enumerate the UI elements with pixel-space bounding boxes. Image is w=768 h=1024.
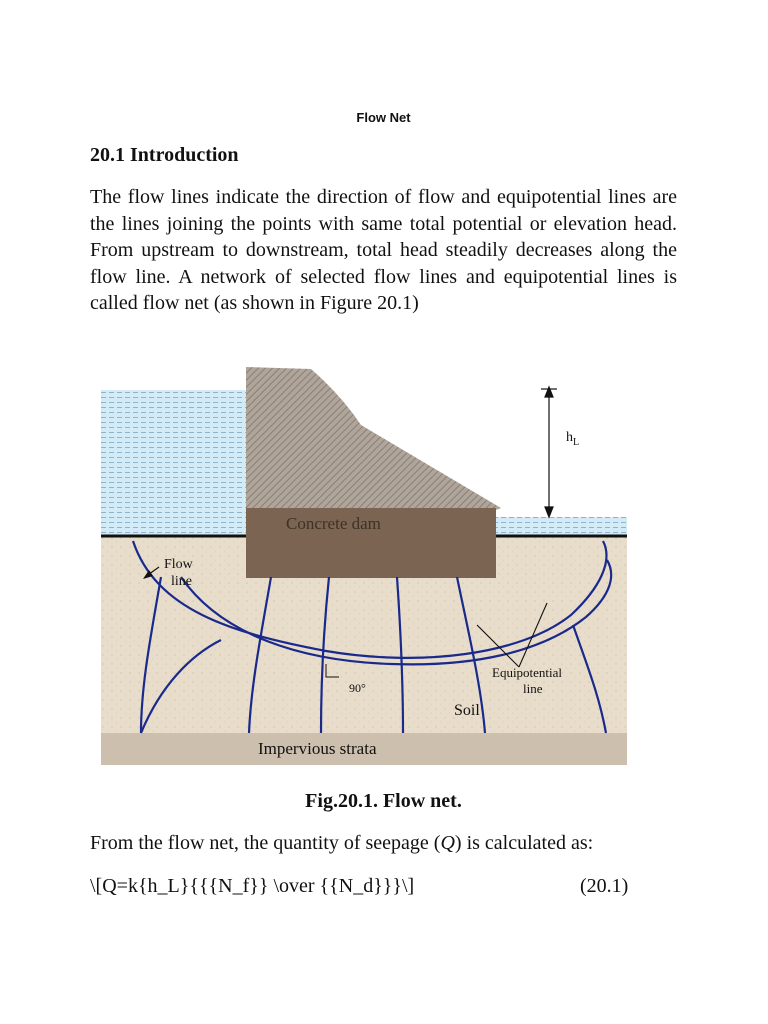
seepage-text-after: ) is calculated as: xyxy=(454,832,594,854)
dam-label: Concrete dam xyxy=(286,514,381,533)
intro-paragraph: The flow lines indicate the direction of flow and equipotential lines are the lines joining the points with same total potential or elevation head. From upstream to downstream, total head steadily decreases along the flow line. A network of selected flow lines and equipotential lines is called flow net (as shown in Figure 20.1) xyxy=(90,186,677,314)
flow-net-diagram xyxy=(101,355,632,771)
document-page xyxy=(88,107,679,897)
seepage-symbol: Q xyxy=(440,832,455,854)
strata-label: Impervious strata xyxy=(258,739,377,758)
flow-line-label-2: line xyxy=(171,574,192,589)
seepage-sentence xyxy=(90,832,593,855)
head-label: $h_L$ xyxy=(566,430,580,448)
upstream-water xyxy=(101,390,246,537)
equipotential-label-1: Equipotential xyxy=(492,665,563,680)
angle-label: 90° xyxy=(349,681,366,695)
equation-number: (20.1) xyxy=(580,875,629,897)
seepage-formula: \[Q=k{h_L}{{{N_f}} \over {{N_d}}}\] xyxy=(90,875,415,897)
downstream-water xyxy=(494,517,627,537)
flow-line-label-1: Flow xyxy=(164,557,193,572)
section-heading: 20.1 Introduction xyxy=(90,144,239,166)
figure-caption: Fig.20.1. Flow net. xyxy=(305,790,462,812)
seepage-text-before: From the flow net, the quantity of seepage ( xyxy=(90,832,441,854)
flow-net-figure xyxy=(101,355,632,771)
equipotential-label-2: line xyxy=(523,681,543,696)
soil-label: Soil xyxy=(454,702,480,719)
page-header: Flow Net xyxy=(356,110,411,125)
